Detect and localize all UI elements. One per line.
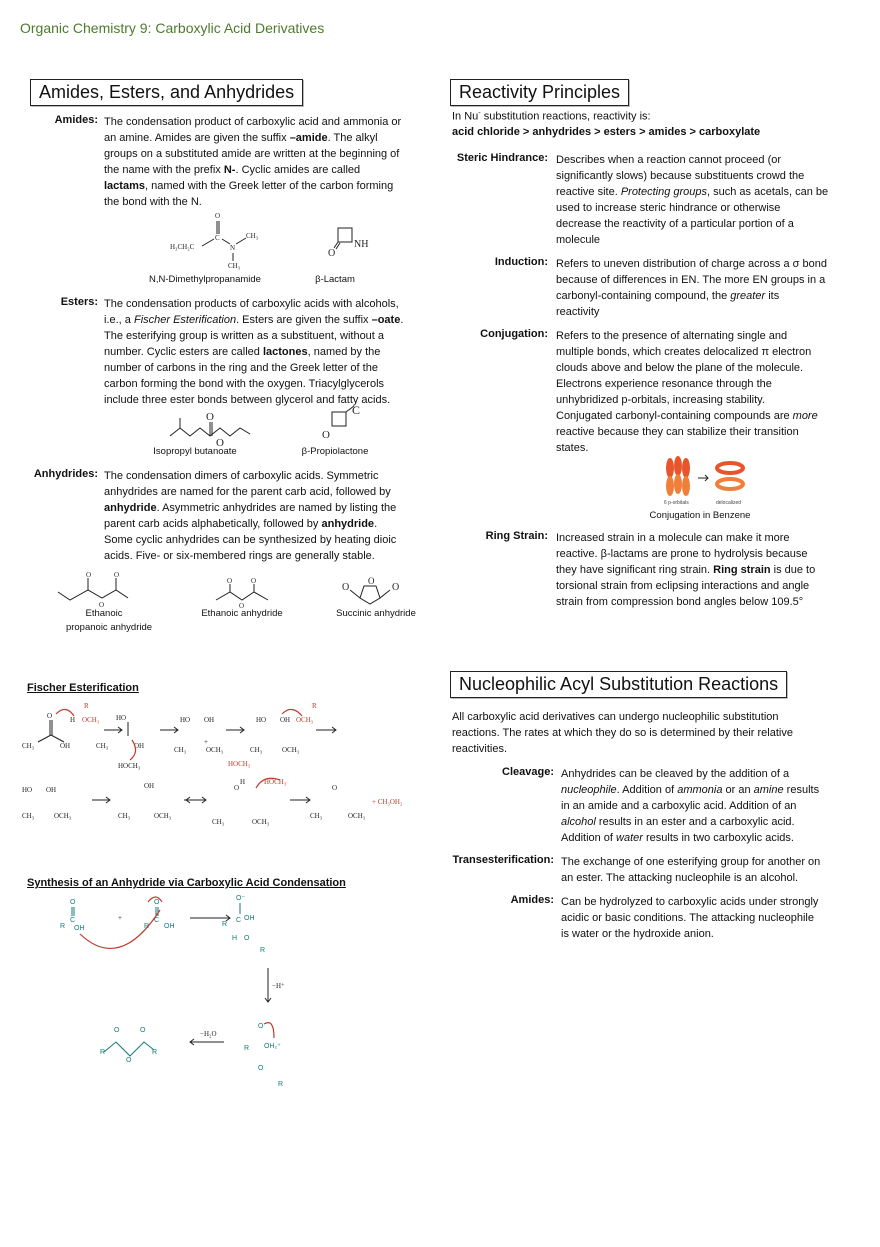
atom-label: OH — [280, 716, 291, 724]
structure-succinic-anhydride — [340, 574, 410, 610]
nas-intro: All carboxylic acid derivatives can undergo nucleophilic substitution reactions. The rates at which they do so is determined by their relative reactivities. — [452, 711, 793, 755]
atom-label: −H₂O — [200, 1030, 217, 1038]
atom-label: CH₃ — [212, 818, 225, 826]
atom-label: CH₃ — [96, 742, 109, 750]
structure-ethanoic-propanoic-anhydride — [56, 570, 146, 610]
atom-label: HO — [256, 716, 267, 724]
atom-label: O — [114, 571, 120, 579]
atom-label: R — [152, 1049, 158, 1056]
atom-label: O — [140, 1027, 146, 1034]
atom-label: R — [84, 702, 89, 710]
atom-label: R — [244, 1045, 250, 1052]
atom-label: + — [204, 738, 208, 746]
figure-label: delocalized — [716, 500, 742, 506]
atom-label: C — [154, 917, 160, 924]
amides-definition: The condensation product of carboxylic acid and ammonia or an amine. Amides are given the suffix –amide. The alkyl groups on a substituted amide are written at the beginning of the name with the prefix N-. Cyclic amides are called lactams, named with the Greek letter of the carbon forming the bond with the N. — [104, 114, 434, 210]
caption-propanoic-anhydride: propanoic anhydride — [65, 622, 153, 633]
atom-label: O — [332, 784, 338, 792]
anhydrides-definition: The condensation dimers of carboxylic acids. Symmetric anhydrides are named for the parent carb acid, followed by anhydride. Asymmetric anhydrides are named by listing the parent carb acids alphabetically, followed by anhydride. Some cyclic anhydrides can be synthesized by heating dioic acids. Five- or six-membered rings are generally stable. — [104, 470, 397, 562]
atom-label: O — [126, 1057, 132, 1064]
atom-label: OH₂⁺ — [264, 1043, 281, 1050]
atom-label: O — [215, 212, 221, 220]
term-amides-hydrolysis: Amides: — [510, 894, 554, 906]
atom-label: O — [392, 582, 400, 593]
delocalized-ring-icon — [717, 463, 743, 489]
atom-label: C — [352, 403, 361, 417]
atom-label: R — [144, 923, 150, 930]
atom-label: O — [114, 1027, 120, 1034]
atom-label: O — [368, 576, 375, 586]
atom-label: OCH₃ — [206, 746, 224, 754]
atom-label: R — [60, 923, 66, 930]
atom-label: O — [86, 571, 92, 579]
structure-beta-propiolactone — [318, 402, 378, 442]
atom-label: R — [222, 921, 228, 928]
atom-label: O — [328, 248, 336, 259]
atom-label: C — [236, 917, 242, 924]
atom-label: + CH₃OH₂ — [372, 798, 403, 806]
atom-label: HOCH₃ — [228, 760, 251, 768]
atom-label: O — [322, 429, 330, 441]
atom-label: OCH₃ — [348, 812, 366, 820]
section-heading-reactivity-principles: Reactivity Principles — [450, 79, 629, 106]
atom-label: OH — [204, 716, 215, 724]
caption-beta-lactam: β-Lactam — [315, 274, 355, 285]
atom-label: H — [70, 716, 76, 724]
atom-label: O — [99, 601, 105, 609]
atom-label: O — [234, 784, 240, 792]
atom-label: OCH₃ — [282, 746, 300, 754]
structure-ethanoic-anhydride — [208, 576, 278, 612]
atom-label: R — [278, 1081, 284, 1088]
section-heading-amides-esters-anhydrides: Amides, Esters, and Anhydrides — [30, 79, 303, 106]
atom-label: OH — [74, 925, 85, 932]
amides-hydrolysis-definition: Can be hydrolyzed to carboxylic acids under strongly acidic or basic conditions. The attacking nucleophile is water or the hydroxide anion. — [561, 896, 819, 940]
cleavage-definition: Anhydrides can be cleaved by the addition of a nucleophile. Addition of ammonia or an amine results in an amide and a carboxylic acid. Addition of an alcohol results in an ester and a carboxylic acid. Addition of water results in two carboxylic acids. — [561, 768, 820, 844]
caption-ethanoic: Ethanoic — [85, 608, 123, 619]
atom-label: H — [240, 778, 246, 786]
mechanism-fischer-esterification — [20, 700, 403, 830]
atom-label: NH — [354, 239, 369, 250]
atom-label: O — [70, 899, 76, 906]
atom-label: CH₃ — [228, 262, 241, 270]
atom-label: OCH₃ — [296, 716, 314, 724]
atom-label: O — [244, 935, 250, 942]
atom-label: + — [118, 914, 122, 922]
atom-label: −H⁺ — [272, 982, 285, 990]
reactivity-order: acid chloride > anhydrides > esters > amides > carboxylate — [452, 126, 761, 138]
reactivity-intro: In Nu- substitution reactions, reactivity is: — [452, 110, 651, 123]
document-title: Organic Chemistry 9: Carboxylic Acid Derivatives — [20, 20, 325, 36]
atom-label: HO — [116, 714, 127, 722]
atom-label: CH₃ — [22, 742, 35, 750]
benzene-orbital-figure — [660, 456, 780, 506]
atom-label: CH₃ — [246, 232, 259, 240]
atom-label: HOCH₃ — [264, 778, 287, 786]
atom-label: OCH₃ — [54, 812, 72, 820]
atom-label: O — [206, 411, 214, 423]
atom-label: OH — [144, 782, 155, 790]
atom-label: O — [258, 1023, 264, 1030]
ring-strain-definition: Increased strain in a molecule can make it more reactive. β-lactams are prone to hydrolysis because they have significant ring strain. Ring strain is due to torsional strain from eclipsing interactions and angle strain from compression bond angles below 109.5° — [556, 532, 816, 608]
atom-label: O — [227, 577, 233, 585]
caption-ethanoic-anhydride: Ethanoic anhydride — [201, 608, 283, 619]
atom-label: CH₃ — [174, 746, 187, 754]
atom-label: CH₃ — [118, 812, 131, 820]
heading-anhydride-synthesis: Synthesis of an Anhydride via Carboxylic Acid Condensation — [27, 877, 346, 889]
term-conjugation: Conjugation: — [480, 328, 548, 340]
atom-label: R — [100, 1049, 106, 1056]
term-induction: Induction: — [494, 256, 548, 268]
atom-label: H₃CH₂C — [170, 243, 195, 251]
structure-beta-lactam — [328, 222, 388, 262]
atom-label: CH₃ — [250, 746, 263, 754]
atom-label: CH₃ — [310, 812, 323, 820]
atom-label: OH — [164, 923, 175, 930]
caption-dimethylpropanamide: N,N-Dimethylpropanamide — [149, 274, 261, 285]
mechanism-anhydride-synthesis — [60, 892, 320, 1092]
atom-label: OCH₃ — [82, 716, 100, 724]
atom-label: O — [342, 582, 350, 593]
caption-beta-propiolactone: β-Propiolactone — [301, 446, 369, 457]
atom-label: C — [215, 234, 220, 242]
atom-label: OH — [244, 915, 255, 922]
atom-label: O — [258, 1065, 264, 1072]
atom-label: O — [47, 712, 53, 720]
atom-label: OH — [46, 786, 57, 794]
conjugation-definition: Refers to the presence of alternating single and multiple bonds, which creates delocalized π electron clouds above and below the plane of the molecule. Electrons experience resonance through the unhybridized p-orbitals, increasing stability. Conjugated carbonyl-containing compounds are more reactive because they can stabilize their transition states. — [556, 330, 818, 454]
caption-conjugation-benzene: Conjugation in Benzene — [649, 510, 751, 521]
atom-label: R — [312, 702, 317, 710]
atom-label: R — [260, 947, 266, 954]
transesterification-definition: The exchange of one esterifying group for another on an ester. The attacking nucleophile is an alcohol. — [561, 856, 821, 884]
atom-label: HO — [180, 716, 191, 724]
p-orbitals-icon — [666, 456, 690, 496]
caption-isopropyl-butanoate: Isopropyl butanoate — [153, 446, 237, 457]
term-steric-hindrance: Steric Hindrance: — [456, 152, 548, 164]
atom-label: O — [239, 602, 245, 610]
structure-isopropyl-butanoate — [168, 408, 258, 448]
atom-label: CH₃ — [22, 812, 35, 820]
caption-succinic-anhydride: Succinic anhydride — [336, 608, 416, 619]
atom-label: HOCH₃ — [118, 762, 141, 770]
atom-label: N — [230, 244, 236, 252]
structure-dimethylpropanamide — [160, 210, 290, 272]
heading-fischer-esterification: Fischer Esterification — [27, 682, 139, 694]
atom-label: O — [216, 437, 224, 449]
atom-label: C — [70, 917, 76, 924]
atom-label: OCH₃ — [252, 818, 270, 826]
atom-label: OH — [60, 742, 71, 750]
atom-label: OCH₃ — [154, 812, 172, 820]
term-transesterification: Transesterification: — [452, 854, 554, 866]
esters-definition: The condensation products of carboxylic acids with alcohols, i.e., a Fischer Esterification. Esters are given the suffix –oate. The esterifying group is written as a substituent, without a number. Cyclic esters are called lactones, named by the number of carbons in the ring and the Greek letter of the carbon forming the bond with the oxygen. Triacylglycerols include three ester bonds between glycerol and fatty acids. — [104, 298, 404, 406]
term-amides: Amides: — [54, 114, 98, 126]
text-line: The condensation product of carboxylic acid and ammonia or — [104, 116, 402, 128]
figure-label: 6 p-orbitals — [664, 500, 689, 506]
atom-label: O — [154, 899, 160, 906]
steric-hindrance-definition: Describes when a reaction cannot proceed (or significantly slows) because substituents crowd the reactive site. Protecting groups, such as acetals, can be used to increase steric hindrance or otherwise decrease the reactivity of a particular portion of a molecule — [556, 154, 829, 246]
term-anhydrides: Anhydrides: — [33, 468, 98, 480]
term-ring-strain: Ring Strain: — [485, 530, 548, 542]
section-heading-nucleophilic-acyl-substitution: Nucleophilic Acyl Substitution Reactions — [450, 671, 787, 698]
atom-label: H — [232, 935, 238, 942]
atom-label: HO — [22, 786, 33, 794]
atom-label: OH — [134, 742, 145, 750]
induction-definition: Refers to uneven distribution of charge across a σ bond because of differences in EN. The more EN groups in a carbonyl-containing compound, the greater its reactivity — [556, 258, 827, 318]
term-esters: Esters: — [60, 296, 98, 308]
atom-label: O⁻ — [236, 895, 246, 902]
atom-label: O — [251, 577, 257, 585]
term-cleavage: Cleavage: — [502, 766, 554, 778]
